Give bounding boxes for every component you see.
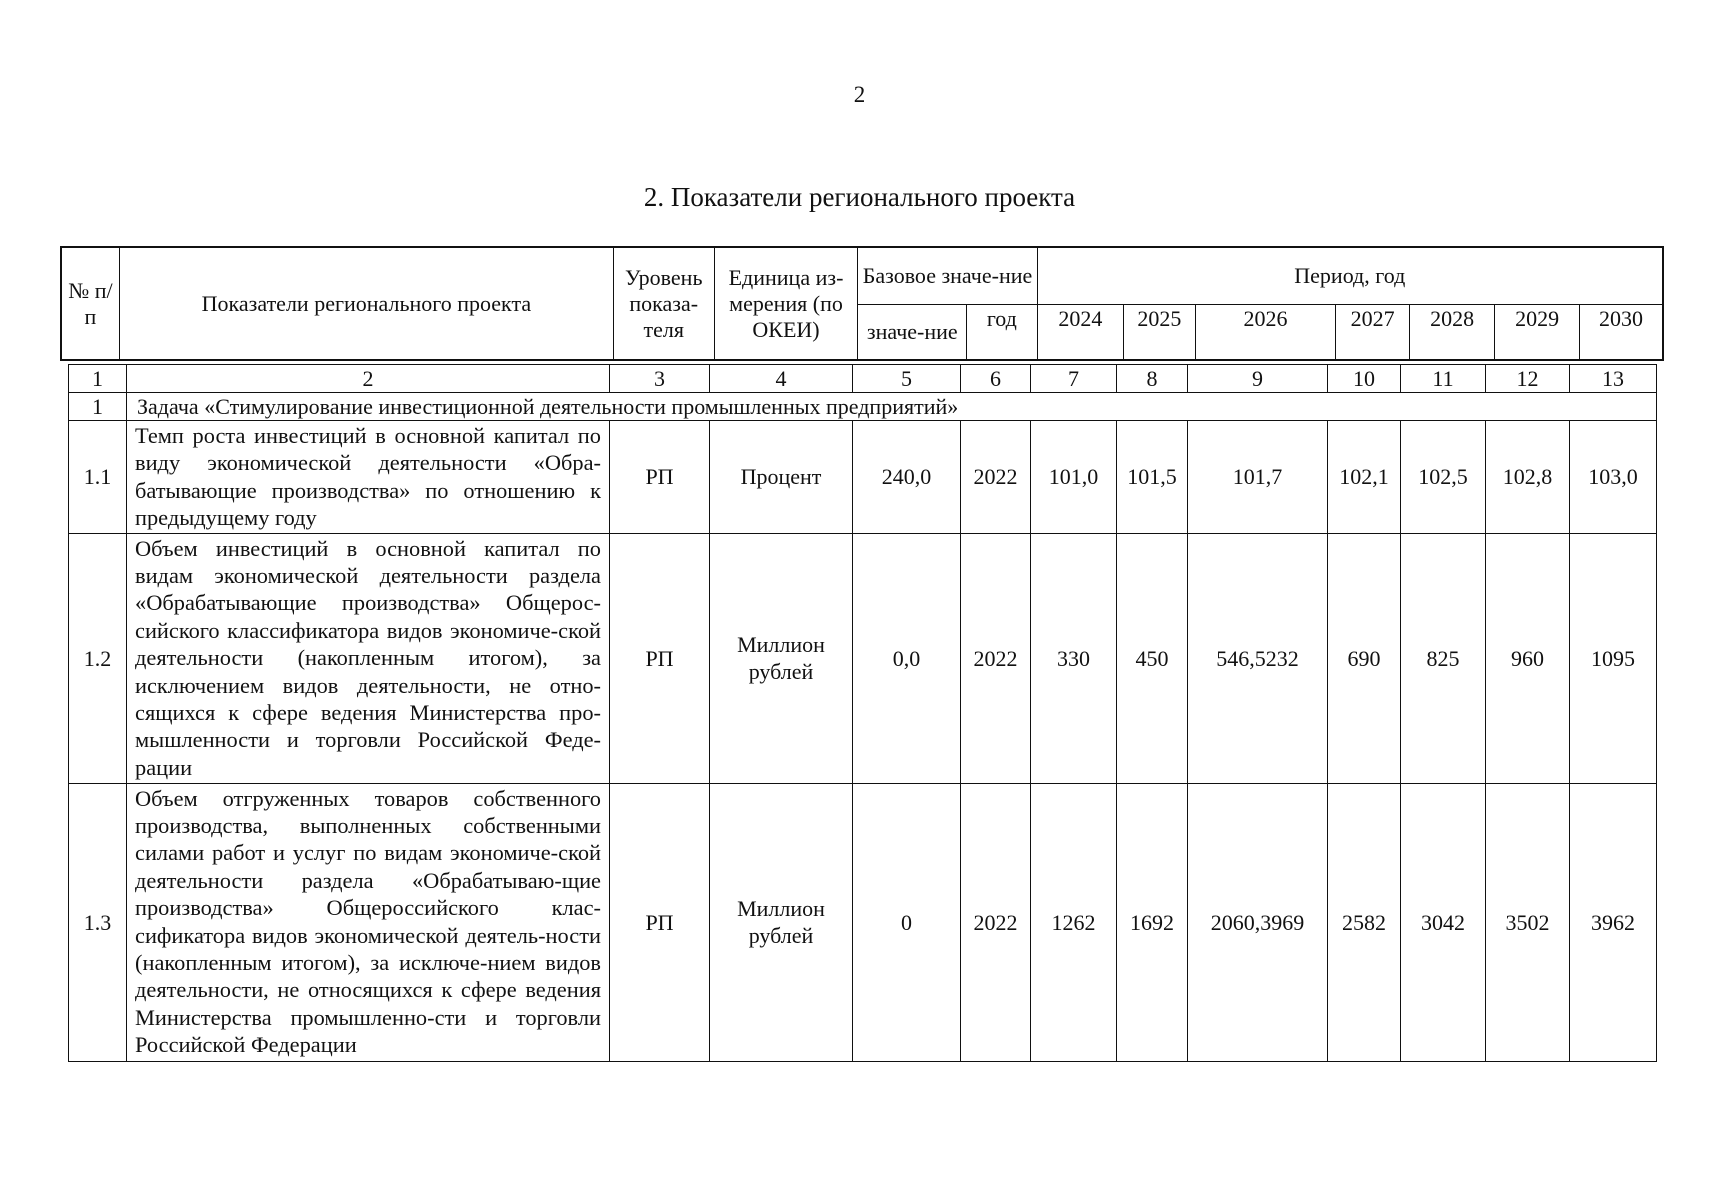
row-base-value: 240,0	[853, 421, 961, 534]
indicators-table-body	[68, 364, 1657, 1062]
header-period: Период, год	[1037, 247, 1663, 304]
row-value: 102,8	[1486, 421, 1570, 534]
header-year: 2027	[1336, 304, 1409, 360]
row-base-value: 0	[853, 783, 961, 1061]
row-value: 960	[1486, 533, 1570, 783]
column-number: 7	[1031, 365, 1117, 393]
column-number: 2	[127, 365, 610, 393]
row-value: 2060,3969	[1188, 783, 1328, 1061]
table-row	[69, 783, 1657, 1061]
row-unit: Процент	[710, 421, 853, 534]
table-row	[69, 421, 1657, 534]
row-num: 1.3	[69, 783, 127, 1061]
page-number: 2	[853, 82, 866, 107]
row-unit: Миллион рублей	[710, 533, 853, 783]
row-value: 3962	[1570, 783, 1657, 1061]
column-number: 11	[1401, 365, 1486, 393]
row-value: 546,5232	[1188, 533, 1328, 783]
indicators-table-header	[60, 246, 1664, 361]
column-number: 10	[1328, 365, 1401, 393]
header-base-year: год	[967, 304, 1037, 360]
column-number: 6	[961, 365, 1031, 393]
row-level: РП	[610, 533, 710, 783]
row-num: 1.1	[69, 421, 127, 534]
row-value: 330	[1031, 533, 1117, 783]
column-number: 4	[710, 365, 853, 393]
column-number: 3	[610, 365, 710, 393]
row-unit: Миллион рублей	[710, 783, 853, 1061]
header-year: 2025	[1124, 304, 1195, 360]
task-row	[69, 393, 1657, 421]
header-year: 2026	[1195, 304, 1336, 360]
column-number: 9	[1188, 365, 1328, 393]
column-number-row	[69, 365, 1657, 393]
column-number: 13	[1570, 365, 1657, 393]
task-text: Задача «Стимулирование инвестиционной деятельности промышленных предприятий»	[127, 393, 1657, 421]
row-base-year: 2022	[961, 421, 1031, 534]
row-value: 101,5	[1117, 421, 1188, 534]
header-year: 2024	[1037, 304, 1124, 360]
column-number: 8	[1117, 365, 1188, 393]
header-year: 2028	[1409, 304, 1495, 360]
column-number: 5	[853, 365, 961, 393]
row-base-year: 2022	[961, 533, 1031, 783]
row-value: 3042	[1401, 783, 1486, 1061]
column-number: 12	[1486, 365, 1570, 393]
row-value: 102,5	[1401, 421, 1486, 534]
column-number: 1	[69, 365, 127, 393]
row-indicator: Темп роста инвестиций в основной капитал по виду экономической деятельности «Обра-батывающие производства» по отношению к предыдущему году	[127, 421, 610, 534]
row-indicator: Объем отгруженных товаров собственного производства, выполненных собственными силами работ и услуг по видам экономиче-ской деятельности раздела «Обрабатываю-щие производства» Общероссийского клас-сификатора видов экономической деятель-ности (накопленным итогом), за исключе-нием видов деятельности, не относящихся к сфере ведения Министерства промышленно-сти и торговли Российской Федерации	[127, 783, 610, 1061]
row-value: 1095	[1570, 533, 1657, 783]
row-base-value: 0,0	[853, 533, 961, 783]
row-value: 2582	[1328, 783, 1401, 1061]
header-level: Уровень показа-теля	[613, 247, 714, 360]
row-value: 101,0	[1031, 421, 1117, 534]
row-value: 101,7	[1188, 421, 1328, 534]
header-base-value: значе-ние	[858, 304, 967, 360]
row-value: 1262	[1031, 783, 1117, 1061]
row-value: 1692	[1117, 783, 1188, 1061]
row-value: 3502	[1486, 783, 1570, 1061]
header-year: 2029	[1495, 304, 1580, 360]
header-indicator: Показатели регионального проекта	[119, 247, 613, 360]
task-num: 1	[69, 393, 127, 421]
row-value: 690	[1328, 533, 1401, 783]
row-value: 103,0	[1570, 421, 1657, 534]
row-base-year: 2022	[961, 783, 1031, 1061]
row-value: 825	[1401, 533, 1486, 783]
table-row	[69, 533, 1657, 783]
header-base: Базовое значе-ние	[858, 247, 1037, 304]
row-num: 1.2	[69, 533, 127, 783]
row-indicator: Объем инвестиций в основной капитал по видам экономической деятельности раздела «Обрабатывающие производства» Общерос-сийского классификатора видов экономиче-ской деятельности (накопленным итогом), за исключением видов деятельности, не отно-сящихся к сфере ведения Министерства про-мышленности и торговли Российской Феде-рации	[127, 533, 610, 783]
header-year: 2030	[1579, 304, 1663, 360]
row-value: 450	[1117, 533, 1188, 783]
row-level: РП	[610, 421, 710, 534]
section-title: 2. Показатели регионального проекта	[643, 182, 1076, 212]
header-num: № п/п	[61, 247, 119, 360]
row-level: РП	[610, 783, 710, 1061]
row-value: 102,1	[1328, 421, 1401, 534]
header-unit: Единица из-мерения (по ОКЕИ)	[714, 247, 858, 360]
